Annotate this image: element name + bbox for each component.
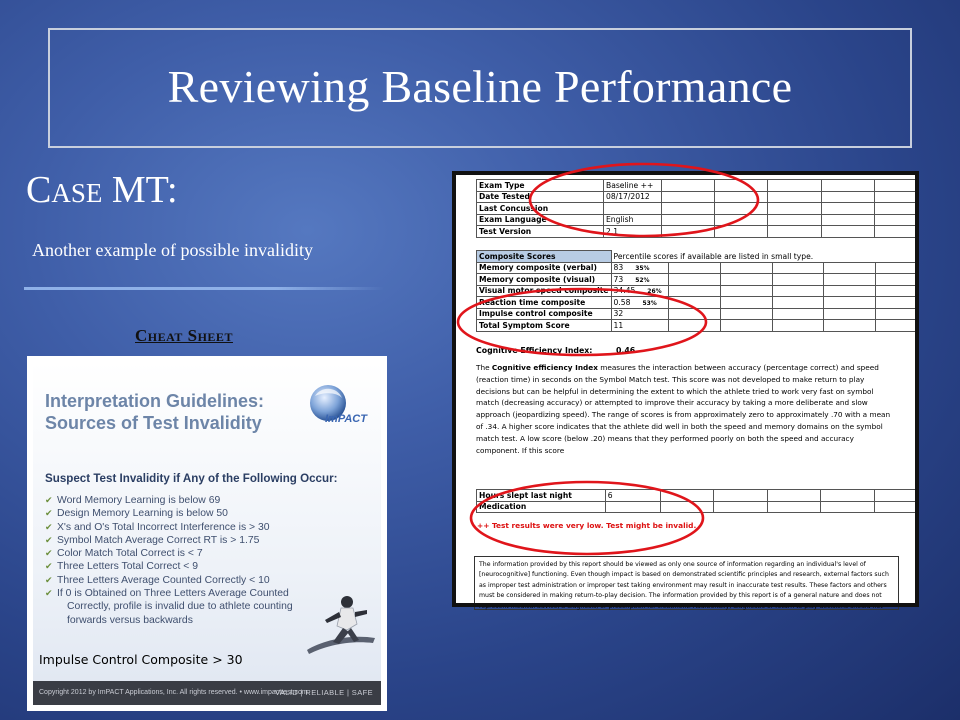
cheat-sheet-title-line2: Sources of Test Invalidity (45, 413, 262, 433)
table-row: Impulse control composite 32 (477, 308, 919, 320)
cheat-sheet-footer (33, 681, 381, 705)
table-row: Memory composite (verbal) 83 35% (477, 262, 919, 274)
check-icon: ✔ (45, 548, 53, 559)
impact-logo-icon (301, 378, 367, 436)
cheat-sheet-title (45, 390, 305, 434)
impact-logo-text: ImPACT (325, 413, 367, 425)
table-row: Reaction time composite 0.58 53% (477, 297, 919, 309)
list-item: ✔ Design Memory Learning is below 50 (45, 508, 228, 520)
table-row: Exam Type Baseline ++ (477, 180, 919, 192)
table-row: Memory composite (visual) 73 52% (477, 274, 919, 286)
case-label: Case MT: (26, 169, 178, 211)
list-item: ✔ Symbol Match Average Correct RT is > 1.75 (45, 534, 260, 546)
table-row: Date Tested 08/17/2012 (477, 191, 919, 203)
impulse-control-criterion: Impulse Control Composite > 30 (39, 652, 243, 667)
invalid-warning: ++ Test results were very low. Test might be invalid. (477, 521, 697, 530)
snowboarder-icon (303, 590, 377, 660)
title-box (48, 28, 912, 148)
cei-value: 0.46 (616, 346, 636, 355)
list-item: ✔ Color Match Total Correct is < 7 (45, 548, 203, 560)
check-icon: ✔ (45, 521, 53, 532)
check-icon: ✔ (45, 588, 53, 599)
table-row: Last Concussion (477, 203, 919, 215)
report-disclaimer: The information provided by this report should be viewed as only one source of information regarding an individual's level of [neurocognitive] functioning. Even though impact is based on demonstrated scientific principles and research, external factors such as improper test administration or improper test taking environment may result in inaccurate test results. These factors and others must be considered in making return-to-play decision. The information provided by this report is of a general nature and does not represent medical advice, a diagnosis, or prescription for treatment. Additionally, diagnostic or return to play decisions should not (474, 556, 899, 610)
table-row: Medication (477, 501, 919, 513)
table-row: Visual motor speed composite 34.45 26% (477, 285, 919, 297)
list-item: ✔ Word Memory Learning is below 69 (45, 495, 221, 506)
check-icon: ✔ (45, 508, 53, 519)
check-icon: ✔ (45, 534, 53, 545)
slide-subtitle: Another example of possible invalidity (32, 240, 313, 260)
report-image (452, 171, 919, 610)
cei-label: Cognitive Efficiency Index: (476, 346, 593, 355)
annotation-oval-invalid-note (471, 482, 703, 554)
copyright-text: Copyright 2012 by ImPACT Applications, Inc. All rights reserved. • www.impacttest.com (39, 689, 308, 696)
check-icon: ✔ (45, 574, 53, 585)
table-row: Composite Scores Percentile scores if available are listed in small type. (477, 251, 919, 263)
list-item: ✔ If 0 is Obtained on Three Letters Average Counted (45, 588, 289, 600)
list-item-continuation: Correctly, profile is invalid due to athlete counting (67, 601, 293, 613)
cheat-sheet-image (27, 356, 387, 711)
table-row: Exam Language English (477, 214, 919, 226)
list-item: ✔ X's and O's Total Incorrect Interference is > 30 (45, 521, 270, 533)
tagline-text: VALID | RELIABLE | SAFE (275, 688, 373, 697)
invalidity-list (45, 494, 305, 627)
table-row: Test Version 2.1 (477, 226, 919, 238)
check-icon: ✔ (45, 495, 53, 505)
list-item: ✔ Three Letters Total Correct < 9 (45, 561, 199, 573)
cheat-sheet-title-line1: Interpretation Guidelines: (45, 391, 265, 411)
cheat-sheet-slide (33, 362, 381, 705)
cei-description: The Cognitive efficiency Index measures the interaction between accuracy (percentage correct) and speed (reaction time) in seconds on the Symbol Match test. This score was not developed to make return to play decisions but can be helpful in determining the extent to which the athlete tried to work very fast on symbol match (decreasing accuracy) or attempted to improve their accuracy by taking a more deliberate and slow approach (jeopardizing speed). The range of scores is from approximately zero to approximately .70 with a mean of .34. A higher score indicates that the athlete did well in both the speed and memory domains on the symbol match test. A low score (below .20) means that they performed poorly on both the speed and accuracy component. If this score (476, 363, 891, 455)
divider-line (24, 287, 384, 290)
cheat-sheet-label: Cheat Sheet (135, 326, 233, 345)
cheat-sheet-heading: Suspect Test Invalidity if Any of the Following Occur: (45, 472, 338, 485)
annotation-oval-impulse-control (458, 289, 706, 355)
annotation-ovals (452, 171, 919, 607)
table-row: Hours slept last night 6 (477, 490, 919, 502)
annotation-oval-exam-type (530, 164, 758, 236)
list-item: ✔ Three Letters Average Counted Correctly < 10 (45, 574, 270, 586)
check-icon: ✔ (45, 561, 53, 572)
list-item-continuation: forwards versus backwards (67, 614, 193, 626)
slide-title: Reviewing Baseline Performance (167, 61, 793, 112)
table-row: Total Symptom Score 11 (477, 320, 919, 332)
